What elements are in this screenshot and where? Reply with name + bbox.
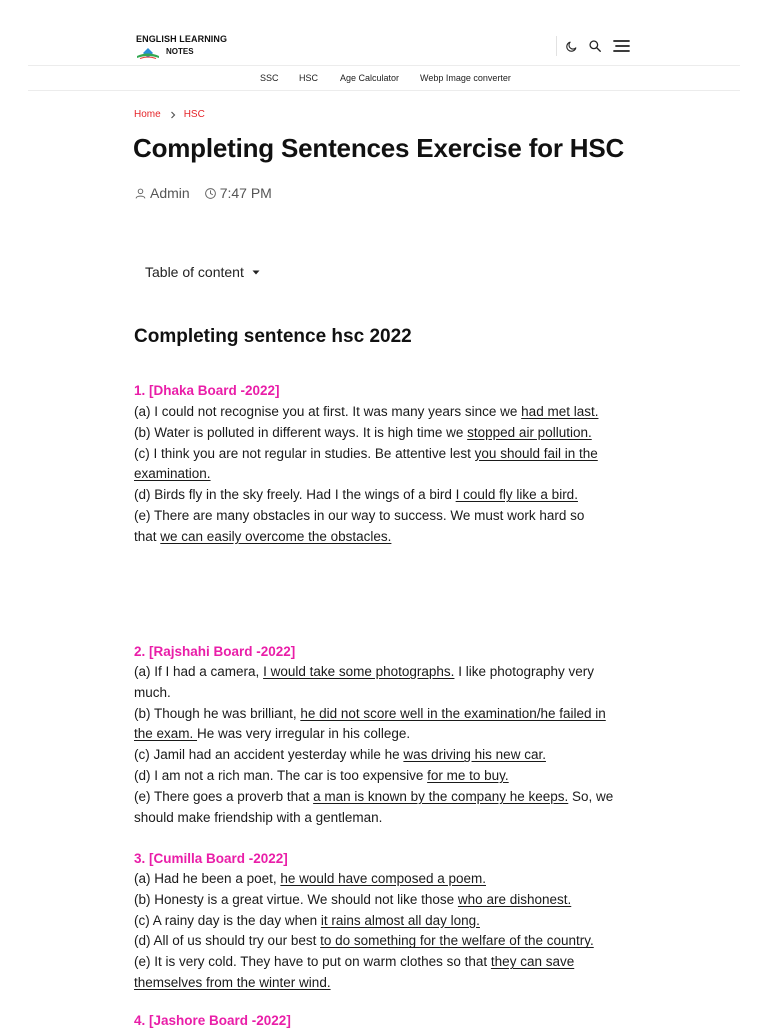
answer-text: had met last. [521, 404, 599, 419]
sentence-text: (e) There goes a proverb that [134, 788, 314, 804]
sentence-line [134, 787, 634, 808]
sentence-line [134, 973, 634, 994]
sentence-line [134, 766, 634, 787]
answer-text: themselves from the winter wind. [134, 974, 331, 990]
sentence-line [134, 704, 634, 725]
sentence-text: (a) I could not recognise you at first. It was many years since we [134, 404, 522, 419]
sentence-text: (e) There are many obstacles in our way to success. We must work hard so [134, 507, 585, 523]
sentence-text: (e) It is very cold. They have to put on warm clothes so that [134, 954, 491, 970]
answer-text: you should fail in the [474, 445, 598, 461]
answer-text: he did not score well in the examination/he failed in [300, 705, 606, 721]
sentence-text: (b) Though he was brilliant, [134, 705, 301, 721]
main-nav [0, 73, 768, 85]
sentence-text: (a) Had he been a poet, [134, 871, 281, 886]
section-heading-jashore: 4. [Jashore Board -2022] [134, 1013, 291, 1028]
sentence-line [134, 423, 634, 444]
search-icon[interactable] [585, 36, 605, 56]
sentence-line [134, 662, 634, 683]
section-body-rajshahi [134, 662, 634, 828]
sentence-text: (c) Jamil had an accident yesterday while he [134, 747, 404, 763]
sentence-line [134, 931, 634, 952]
answer-text: was driving his new car. [403, 747, 546, 763]
sentence-text: So, we [568, 788, 614, 804]
section-body-cumilla [134, 869, 634, 994]
sentence-text: much. [134, 684, 171, 700]
chevron-right-icon [170, 111, 176, 119]
breadcrumb [134, 109, 205, 120]
author[interactable] [134, 185, 190, 201]
sentence-line [134, 485, 634, 506]
clock-icon [204, 187, 220, 200]
sentence-line [134, 890, 634, 911]
header-line-bottom [28, 90, 740, 91]
sentence-text: (d) All of us should try our best [134, 933, 321, 949]
answer-text: who are dishonest. [457, 891, 572, 907]
sentence-line [134, 911, 634, 932]
answer-text: stopped air pollution. [467, 424, 592, 440]
publish-time-text: 7:47 PM [219, 185, 272, 201]
sentence-text: (a) If I had a camera, [134, 664, 264, 679]
answer-text: we can easily overcome the obstacles. [160, 528, 392, 544]
header-line-top [28, 65, 740, 66]
site-logo[interactable] [134, 34, 244, 60]
menu-icon[interactable] [611, 36, 631, 56]
answer-text: it rains almost all day long. [320, 912, 480, 928]
sentence-text: (c) A rainy day is the day when [134, 912, 321, 928]
sentence-line [134, 506, 634, 527]
answer-text: to do something for the welfare of the country. [320, 933, 594, 949]
nav-item-webp-image-converter[interactable]: Webp Image converter [420, 73, 511, 83]
section-body-dhaka [134, 402, 634, 548]
answer-text: a man is known by the company he keeps. [313, 788, 569, 804]
page-title: Completing Sentences Exercise for HSC [133, 133, 625, 163]
logo-text-line2: NOTES [166, 47, 194, 56]
logo-text-line1: ENGLISH LEARNING [136, 34, 228, 44]
nav-item-hsc[interactable]: HSC [299, 73, 319, 83]
moon-icon[interactable] [561, 36, 581, 56]
section-heading-rajshahi: 2. [Rajshahi Board -2022] [134, 644, 296, 659]
answer-text: for me to buy. [427, 767, 509, 783]
sentence-text: (b) Water is polluted in different ways. It is high time we [134, 424, 468, 440]
answer-text: he would have composed a poem. [280, 871, 486, 886]
answer-text: I would take some photographs. [263, 664, 455, 679]
answer-text: examination. [134, 466, 211, 482]
sentence-text: He was very irregular in his college. [197, 726, 411, 742]
sentence-text: (d) I am not a rich man. The car is too expensive [134, 767, 428, 783]
sentence-line [134, 808, 634, 829]
sentence-text: that [134, 528, 161, 544]
sentence-line [134, 527, 634, 548]
section-heading-dhaka: 1. [Dhaka Board -2022] [134, 383, 280, 398]
sentence-text: (c) I think you are not regular in studies. Be attentive lest [134, 445, 475, 461]
sentence-text: I like photography very [454, 664, 595, 679]
header-divider [556, 36, 557, 56]
nav-item-ssc[interactable]: SSC [260, 73, 279, 83]
sentence-line [134, 952, 634, 973]
sentence-line [134, 444, 634, 465]
toc-label: Table of content [145, 264, 244, 280]
section-subtitle: Completing sentence hsc 2022 [134, 326, 412, 347]
breadcrumb-current[interactable]: HSC [183, 109, 205, 120]
book-logo-icon [136, 46, 160, 65]
sentence-text: (d) Birds fly in the sky freely. Had I the wings of a bird [134, 487, 456, 503]
table-of-content-toggle[interactable] [145, 264, 260, 280]
sentence-line [134, 464, 634, 485]
answer-text: the exam. [134, 726, 198, 742]
section-heading-cumilla: 3. [Cumilla Board -2022] [134, 851, 288, 866]
nav-item-age-calculator[interactable]: Age Calculator [340, 73, 400, 83]
sentence-line [134, 402, 634, 423]
article-meta [134, 185, 272, 201]
sentence-line [134, 683, 634, 704]
site-header [0, 0, 768, 91]
breadcrumb-home[interactable]: Home [134, 109, 161, 120]
caret-down-icon [244, 270, 260, 275]
answer-text: I could fly like a bird. [455, 487, 578, 503]
author-name: Admin [150, 185, 190, 201]
sentence-line [134, 724, 634, 745]
sentence-text: (b) Honesty is a great virtue. We should not like those [134, 891, 458, 907]
sentence-text: should make friendship with a gentleman. [134, 809, 383, 825]
answer-text: they can save [490, 954, 575, 970]
sentence-line [134, 869, 634, 890]
user-icon [134, 187, 150, 200]
sentence-line [134, 745, 634, 766]
publish-time [204, 185, 272, 201]
